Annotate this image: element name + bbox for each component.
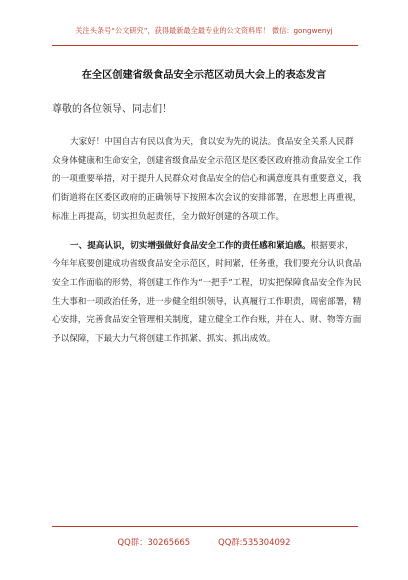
header-divider [52, 45, 358, 46]
header-banner: 关注头条号“公文研究”，获得最新最全最专业的公文资料库！ 微信：gongwenyj [75, 26, 333, 35]
document-title: 在全区创建省级食品安全示范区动员大会上的表态发言 [81, 70, 327, 81]
section-heading: 一、提高认识，切实增强做好食品安全工作的责任感和紧迫感。 [70, 240, 311, 251]
paragraph-opening: 大家好！中国自古有民以食为天，食以安为先的说法。食品安全关系人民群众身体健康和生命安全，创建省级食品安全示范区是区委区政府推动食品安全工作的一项重要举措，对于提升人民群众对食品安全的信心和满意度具有重要意义，我们街道将在区委区政府的正确领导下按照本次会议的安排部署，在思想上再重视，标准上再提高，切实担负起责任，全力做好创建的各项工作。 [52, 137, 362, 222]
paragraph-section-one [52, 237, 362, 349]
footer-qq-group-1: QQ群：30265665 [117, 537, 191, 547]
footer-divider [52, 526, 358, 527]
section-body: 根据要求，今年年底要创建成功省级食品安全示范区，时间紧，任务重，我们要充分认识食品安全工作面临的形势，将创建工作作为“一把手”工程，切实把保障食品安全作为民生大事和一项政治任务，进一步健全组织领导，认真履行工作职责，周密部署，精心安排，完善食品安全管理相关制度，建立健全工作台账，并在人、财、物等方面予以保障，下最大力气将创建工作抓紧、抓实、抓出成效。 [52, 240, 362, 345]
footer [0, 536, 408, 548]
document-body [52, 133, 362, 349]
footer-qq-group-2: QQ群:535304092 [218, 537, 291, 547]
salutation: 尊敬的各位领导、同志们！ [52, 104, 172, 115]
